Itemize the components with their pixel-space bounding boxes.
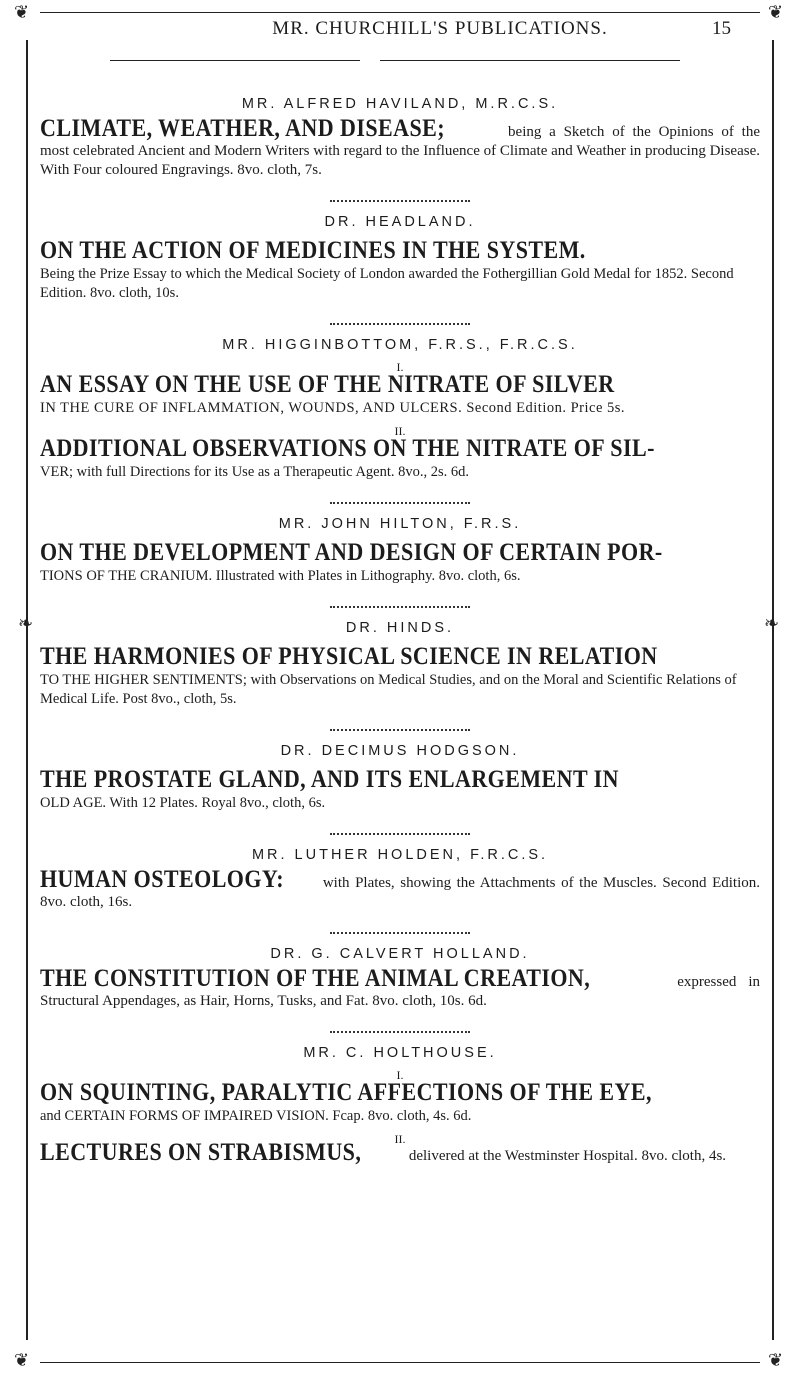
work-numeral: I.: [396, 1068, 404, 1082]
work-description: being a Sketch of the Opinions of the most celebrated Ancient and Modern Writers with regard to the Influence of Climate and Weather in producing Disease. With Four coloured Engravings. 8vo. cloth, 7s.: [40, 124, 760, 178]
work-description: with Plates, showing the Attachments of the Muscles. Second Edition. 8vo. cloth, 16s.: [40, 875, 760, 910]
separator-flourish: [330, 926, 470, 934]
publication-entry: [40, 847, 760, 912]
work-description: and CERTAIN FORMS OF IMPAIRED VISION. Fcap. 8vo. cloth, 4s. 6d.: [40, 1108, 472, 1124]
top-border-rule: [40, 12, 760, 13]
work-title: ON THE ACTION OF MEDICINES IN THE SYSTEM.: [40, 237, 586, 264]
publication-entry: [40, 337, 760, 482]
publication-entry: [40, 96, 760, 180]
publication-entry: [40, 1045, 760, 1166]
publication-entry: [40, 516, 760, 586]
separator-flourish: [330, 317, 470, 325]
work-description: VER; with full Directions for its Use as a Therapeutic Agent. 8vo., 2s. 6d.: [40, 464, 470, 480]
header-rule: [110, 60, 360, 61]
work-description: IN THE CURE OF INFLAMMATION, WOUNDS, AND ULCERS. Second Edition. Price 5s.: [40, 400, 626, 416]
corner-ornament-icon: ❦: [14, 1350, 30, 1371]
work-title: ON THE DEVELOPMENT AND DESIGN OF CERTAIN POR-: [40, 539, 663, 566]
work-description: OLD AGE. With 12 Plates. Royal 8vo., cloth, 6s.: [40, 795, 326, 811]
work-title: THE HARMONIES OF PHYSICAL SCIENCE IN RELATION: [40, 643, 658, 670]
author-name: DR. HINDS.: [345, 620, 455, 636]
work-title: THE PROSTATE GLAND, AND ITS ENLARGEMENT IN: [40, 766, 619, 793]
work-title: ADDITIONAL OBSERVATIONS ON THE NITRATE OF SIL-: [40, 435, 655, 462]
work-title: HUMAN OSTEOLOGY:: [40, 866, 284, 893]
work-description: TIONS OF THE CRANIUM. Illustrated with Plates in Lithography. 8vo. cloth, 6s.: [40, 568, 521, 584]
bottom-border-rule: [40, 1362, 760, 1363]
work-title: THE CONSTITUTION OF THE ANIMAL CREATION,: [40, 965, 591, 992]
work-description: TO THE HIGHER SENTIMENTS; with Observations on Medical Studies, and on the Moral and Scientific Relations of Medical Life. Post 8vo., cloth, 5s.: [40, 672, 737, 707]
side-ornament-icon: ❧: [18, 613, 34, 634]
author-name: DR. DECIMUS HODGSON.: [280, 743, 520, 759]
work-numeral: I.: [396, 360, 404, 374]
publication-entry: [40, 620, 760, 709]
author-name: DR. G. CALVERT HOLLAND.: [270, 946, 530, 962]
separator-flourish: [330, 194, 470, 202]
work-numeral: II.: [394, 1132, 406, 1146]
left-border: [26, 40, 28, 1340]
corner-ornament-icon: ❦: [768, 2, 784, 23]
separator-flourish: [330, 600, 470, 608]
separator-flourish: [330, 1025, 470, 1033]
author-name: MR. ALFRED HAVILAND, M.R.C.S.: [241, 96, 559, 112]
publication-entry: [40, 214, 760, 303]
author-name: MR. JOHN HILTON, F.R.S.: [278, 516, 522, 532]
running-header: MR. CHURCHILL'S PUBLICATIONS.: [272, 18, 608, 39]
author-name: MR. LUTHER HOLDEN, F.R.C.S.: [251, 847, 549, 863]
separator-flourish: [330, 723, 470, 731]
author-name: DR. HEADLAND.: [324, 214, 476, 230]
work-title: AN ESSAY ON THE USE OF THE NITRATE OF SILVER: [40, 371, 615, 398]
right-border: [772, 40, 774, 1340]
corner-ornament-icon: ❦: [768, 1350, 784, 1371]
author-name: MR. HIGGINBOTTOM, F.R.S., F.R.C.S.: [222, 337, 578, 353]
work-title: CLIMATE, WEATHER, AND DISEASE;: [40, 115, 446, 142]
publication-entry: [40, 743, 760, 813]
author-name: MR. C. HOLTHOUSE.: [303, 1045, 497, 1061]
work-numeral: II.: [394, 424, 406, 438]
work-description: Being the Prize Essay to which the Medical Society of London awarded the Fothergillian Gold Medal for 1852. Second Edition. 8vo. cloth, 10s.: [40, 266, 734, 301]
header-rule: [380, 60, 680, 61]
publication-list: [40, 96, 760, 1166]
side-ornament-icon: ❧: [764, 613, 780, 634]
work-title: LECTURES ON STRABISMUS,: [40, 1139, 362, 1166]
page-number: 15: [712, 18, 731, 39]
work-description: expressed in Structural Appendages, as Hair, Horns, Tusks, and Fat. 8vo. cloth, 10s. 6d.: [40, 974, 760, 1009]
separator-flourish: [330, 827, 470, 835]
publication-entry: [40, 946, 760, 1011]
work-description: delivered at the Westminster Hospital. 8vo. cloth, 4s.: [408, 1148, 727, 1164]
separator-flourish: [330, 496, 470, 504]
corner-ornament-icon: ❦: [14, 2, 30, 23]
work-title: ON SQUINTING, PARALYTIC AFFECTIONS OF THE EYE,: [40, 1079, 652, 1106]
